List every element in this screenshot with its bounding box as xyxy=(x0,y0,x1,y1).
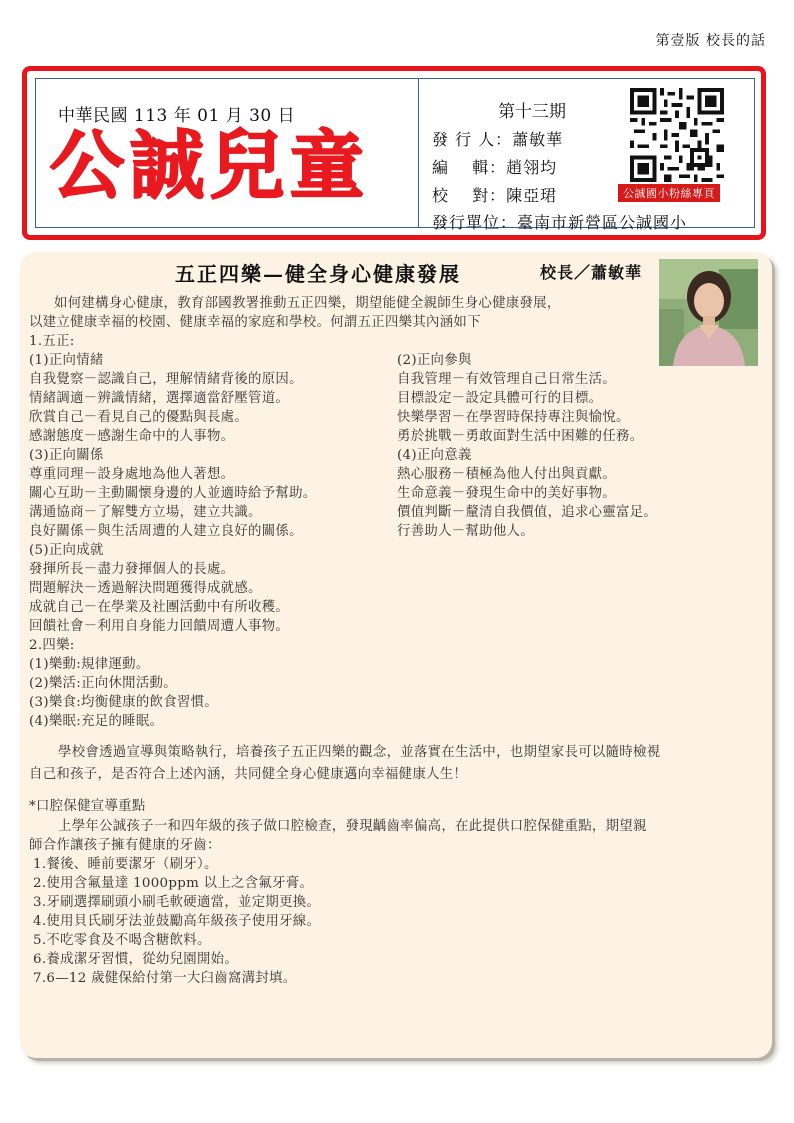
left-col-line: 情緒調適－辨識情緒，選擇適當舒壓管道。 xyxy=(29,391,290,406)
intro-line-2: 以建立健康幸福的校園、健康幸福的家庭和學校。何謂五正四樂其內涵如下 xyxy=(29,315,481,330)
four-joys-item: (3)樂食:均衡健康的飲食習慣。 xyxy=(29,695,218,710)
right-col-line: 熱心服務－積極為他人付出與貢獻。 xyxy=(397,467,617,482)
newsletter-masthead: 公誠兒童 xyxy=(50,123,370,209)
editor-line: 編 輯：趙翎均 xyxy=(432,158,558,177)
oral-health-intro-2: 師合作讓孩子擁有健康的牙齒： xyxy=(29,838,221,853)
left-col-line: 感謝態度－感謝生命中的人事物。 xyxy=(29,429,235,444)
left-col-line: 發揮所長－盡力發揮個人的長處。 xyxy=(29,562,235,577)
oral-health-item: 7.6—12 歲健保給付第一大臼齒窩溝封填。 xyxy=(33,971,297,986)
issue-number: 第十三期 xyxy=(498,102,566,122)
right-col-line: 行善助人－幫助他人。 xyxy=(397,524,534,539)
right-col-line: 目標設定－設定具體可行的目標。 xyxy=(397,391,603,406)
oral-health-item: 3.牙刷選擇刷頭小刷毛軟硬適當，並定期更換。 xyxy=(33,895,321,910)
four-joys-item: (1)樂動:規律運動。 xyxy=(29,657,150,672)
article-title: 五正四樂—健全身心健康發展 xyxy=(175,262,461,286)
left-col-line: 溝通協商－了解雙方立場，建立共識。 xyxy=(29,505,262,520)
left-col-line: 尊重同理－設身處地為他人著想。 xyxy=(29,467,235,482)
left-col-line: 成就自己－在學業及社團活動中有所收穫。 xyxy=(29,600,290,615)
conclusion-line-2: 自己和孩子，是否符合上述內涵，共同健全身心健康邁向幸福健康人生！ xyxy=(29,767,468,782)
oral-health-item: 1.餐後、睡前要潔牙（刷牙）。 xyxy=(33,857,218,872)
publisher-line: 發 行 人：蕭敏華 xyxy=(432,130,564,149)
qr-code-icon[interactable] xyxy=(630,88,724,182)
proofreader-line: 校 對：陳亞珺 xyxy=(432,186,558,205)
right-col-line: 自我管理－有效管理自己日常生活。 xyxy=(397,372,617,387)
oral-health-item: 2.使用含氟量達 1000ppm 以上之含氟牙膏。 xyxy=(33,876,314,891)
oral-health-item: 4.使用貝氏刷牙法並鼓勵高年級孩子使用牙線。 xyxy=(33,914,321,929)
right-col-line: 快樂學習－在學習時保持專注與愉悅。 xyxy=(397,410,630,425)
left-col-line: 良好關係－與生活周遭的人建立良好的關係。 xyxy=(29,524,303,539)
left-col-line: 回饋社會－利用自身能力回饋周遭人事物。 xyxy=(29,619,290,634)
left-col-line: (3)正向關係 xyxy=(29,448,104,463)
four-joys-item: (4)樂眠:充足的睡眠。 xyxy=(29,714,164,729)
publishing-unit-line: 發行單位：臺南市新營區公誠國小 xyxy=(432,213,688,232)
left-col-line: 欣賞自己－看見自己的優點與長處。 xyxy=(29,410,249,425)
left-col-line: (1)正向情緒 xyxy=(29,353,104,368)
five-positives-heading: 1.五正: xyxy=(29,334,75,349)
oral-health-item: 6.養成潔牙習慣，從幼兒園開始。 xyxy=(33,952,239,967)
right-col-line: 生命意義－發現生命中的美好事物。 xyxy=(397,486,617,501)
conclusion-line-1: 學校會透過宣導與策略執行，培養孩子五正四樂的觀念，並落實在生活中，也期望家長可以隨時檢視 xyxy=(58,745,661,760)
left-col-line: (5)正向成就 xyxy=(29,543,104,558)
right-col-line: (4)正向意義 xyxy=(397,448,472,463)
principal-photo xyxy=(659,259,758,366)
four-joys-heading: 2.四樂: xyxy=(29,638,75,653)
intro-line-1: 如何建構身心健康，教育部國教署推動五正四樂，期望能健全親師生身心健康發展， xyxy=(54,296,561,311)
newsletter-header xyxy=(22,66,766,240)
oral-health-heading: *口腔保健宣導重點 xyxy=(29,799,146,814)
oral-health-item: 5.不吃零食及不喝含糖飲料。 xyxy=(33,933,211,948)
left-col-line: 自我覺察－認識自己，理解情緒背後的原因。 xyxy=(29,372,303,387)
header-divider xyxy=(418,79,419,227)
right-col-line: 勇於挑戰－勇敢面對生活中困難的任務。 xyxy=(397,429,644,444)
right-col-line: (2)正向參與 xyxy=(397,353,472,368)
page-section-label: 第壹版 校長的話 xyxy=(655,33,766,49)
left-col-line: 問題解決－透過解決問題獲得成就感。 xyxy=(29,581,262,596)
left-col-line: 關心互助－主動關懷身邊的人並適時給予幫助。 xyxy=(29,486,317,501)
qr-code-caption: 公誠國小粉絲專頁 xyxy=(618,184,720,202)
four-joys-item: (2)樂活:正向休閒活動。 xyxy=(29,676,177,691)
right-col-line: 價值判斷－釐清自我價值，追求心靈富足。 xyxy=(397,505,658,520)
header-frame xyxy=(35,78,755,232)
issue-date: 中華民國 113 年 01 月 30 日 xyxy=(58,106,296,126)
article-author: 校長／蕭敏華 xyxy=(540,263,643,282)
oral-health-intro-1: 上學年公誠孩子一和四年級的孩子做口腔檢查，發現齲齒率偏高，在此提供口腔保健重點，期望親 xyxy=(58,819,647,834)
